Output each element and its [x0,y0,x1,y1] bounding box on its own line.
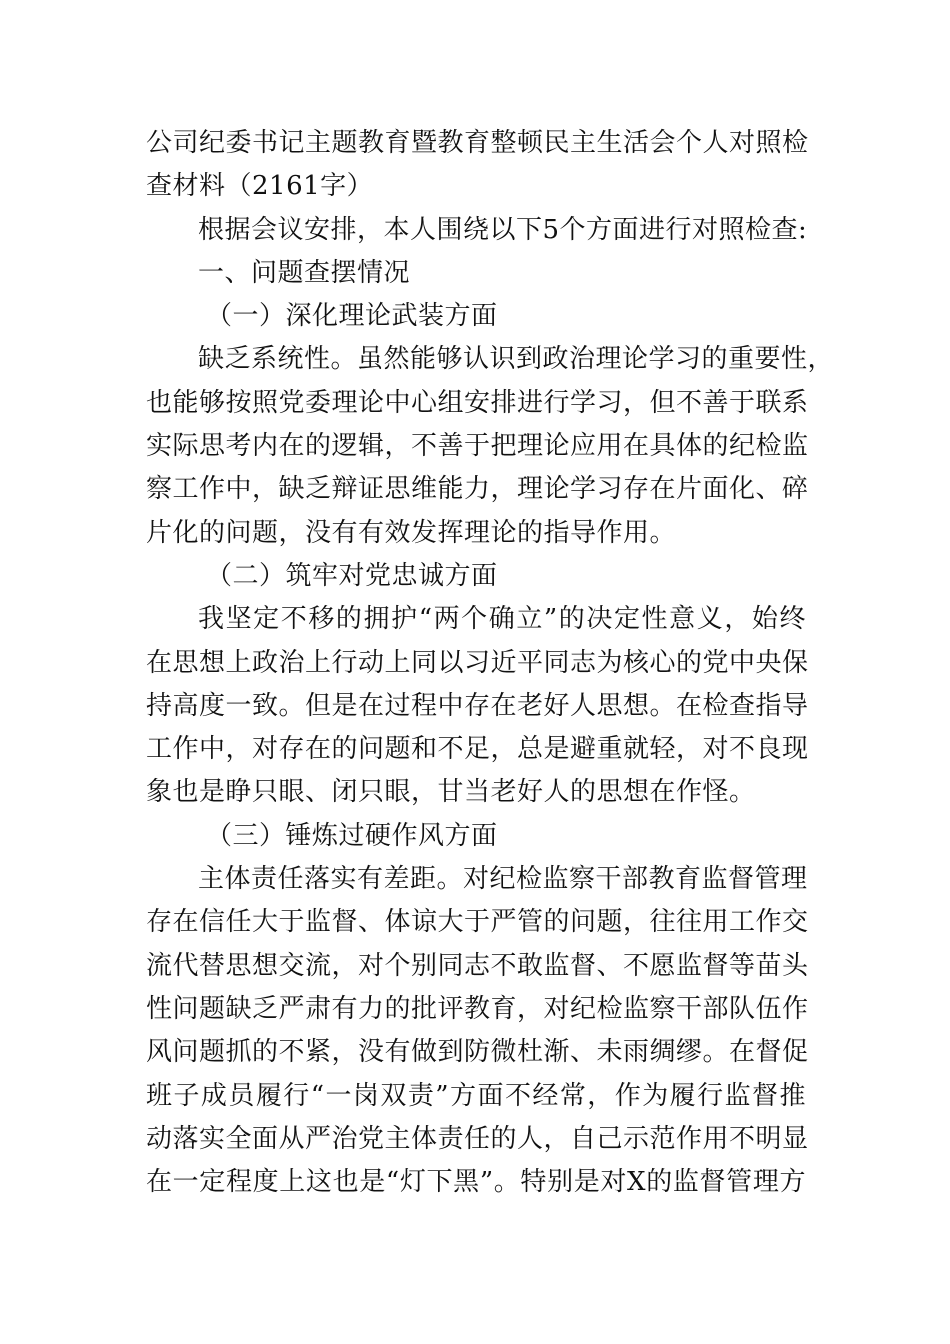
document-title-line-2: 查材料（2161字） [146,171,374,202]
paragraph-line: 实际思考内在的逻辑，不善于把理论应用在具体的纪检监 [146,431,809,462]
paragraph-line: 性问题缺乏严肃有力的批评教育，对纪检监察干部队伍作 [146,993,809,1024]
subsection-heading-1: （一）深化理论武装方面 [206,301,498,332]
paragraph-line: 风问题抓的不紧，没有做到防微杜渐、未雨绸缪。在督促 [146,1037,809,1068]
paragraph-line: 也能够按照党委理论中心组安排进行学习，但不善于联系 [146,387,809,418]
paragraph-line: 动落实全面从严治党主体责任的人，自己示范作用不明显 [146,1123,809,1154]
paragraph-line: 象也是睁只眼、闭只眼，甘当老好人的思想在作怪。 [146,777,756,808]
section-heading-1: 一、问题查摆情况 [198,257,411,288]
subsection-heading-2: （二）筑牢对党忠诚方面 [206,560,498,591]
intro-paragraph: 根据会议安排，本人围绕以下5个方面进行对照检查: [198,214,808,245]
paragraph-line: 片化的问题，没有有效发挥理论的指导作用。 [146,517,677,548]
paragraph-line: 持高度一致。但是在过程中存在老好人思想。在检查指导 [146,690,809,721]
paragraph-line: 在一定程度上这也是“灯下黑”。特别是对X的监督管理方 [146,1167,806,1198]
paragraph-line: 我坚定不移的拥护“两个确立”的决定性意义，始终 [198,604,806,635]
document-body [146,122,835,1204]
paragraph-line: 存在信任大于监督、体谅大于严管的问题，往往用工作交 [146,907,809,938]
document-title-line-1: 公司纪委书记主题教育暨教育整顿民主生活会个人对照检 [146,128,809,158]
paragraph-line: 在思想上政治上行动上同以习近平同志为核心的党中央保 [146,647,809,678]
paragraph-line: 缺乏系统性。虽然能够认识到政治理论学习的重要性， [198,344,835,375]
paragraph-line: 主体责任落实有差距。对纪检监察干部教育监督管理 [198,864,808,895]
paragraph-line: 流代替思想交流，对个别同志不敢监督、不愿监督等苗头 [146,950,809,981]
subsection-heading-3: （三）锤炼过硬作风方面 [206,820,498,851]
paragraph-line: 工作中，对存在的问题和不足，总是避重就轻，对不良现 [146,734,809,765]
paragraph-line: 察工作中，缺乏辩证思维能力，理论学习存在片面化、碎 [146,474,809,505]
paragraph-line: 班子成员履行“一岗双责”方面不经常，作为履行监督推 [146,1080,806,1111]
